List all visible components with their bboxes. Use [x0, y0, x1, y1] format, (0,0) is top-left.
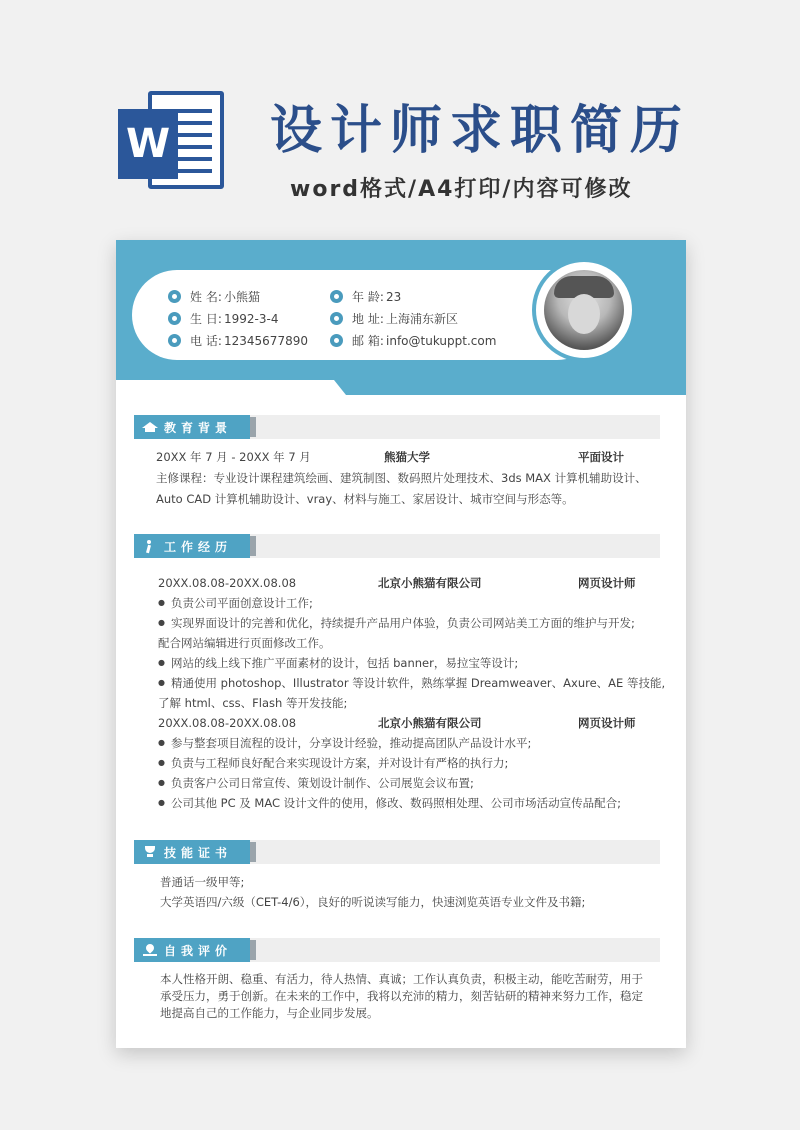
word-logo: [118, 85, 228, 197]
age-row: 年 龄: 23: [330, 288, 401, 305]
education-courses-line: 主修课程：专业设计课程建筑绘画、建筑制图、数码照片处理技术、3ds MAX 计算机辅助设计、: [156, 471, 647, 485]
address-row: 地 址: 上海浦东新区: [330, 310, 458, 327]
self-evaluation-line: 本人性格开朗、稳重、有活力，待人热情、真诚；工作认真负责，积极主动，能吃苦耐劳，用于: [160, 972, 643, 986]
calendar-icon: [168, 312, 181, 325]
section-title: 教育背景: [134, 415, 250, 439]
phone-icon: [168, 334, 181, 347]
job-duty-continued: 配合网站编辑进行页面修改工作。: [158, 636, 331, 650]
group-icon: [330, 290, 343, 303]
self-evaluation-line: 承受压力，勇于创新。在未来的工作中，我将以充沛的精力，刻苦钻研的精神来努力工作，稳定: [160, 989, 643, 1003]
education-major: 平面设计: [578, 450, 624, 464]
person-icon: [168, 290, 181, 303]
section-skills: [134, 840, 660, 864]
job-role: 网页设计师: [578, 716, 636, 730]
page-title: 设计师求职简历: [270, 101, 691, 161]
job-duty: ● 负责公司平面创意设计工作;: [158, 598, 313, 610]
resume-card: [116, 240, 686, 1048]
job-company: 北京小熊猫有限公司: [378, 716, 482, 730]
walking-person-icon: [142, 540, 158, 552]
skill-line: 普通话一级甲等;: [160, 875, 245, 889]
education-period: 20XX 年 7 月 - 20XX 年 7 月: [156, 450, 311, 464]
job-duty: ● 实现界面设计的完善和优化，持续提升产品用户体验，负责公司网站美工方面的维护与开发;: [158, 618, 635, 630]
education-courses-line: Auto CAD 计算机辅助设计、vray、材料与施工、家居设计、城市空间与形态等。: [156, 492, 574, 506]
section-self-evaluation: [134, 938, 660, 962]
self-evaluation-line: 地提高自己的工作能力，与企业同步发展。: [160, 1006, 379, 1020]
email-value: info@tukuppt.com: [386, 333, 497, 348]
birth-row: 生 日: 1992-3-4: [168, 310, 278, 327]
job-role: 网页设计师: [578, 576, 636, 590]
job-duty: ● 参与整套项目流程的设计，分享设计经验，推动提高团队产品设计水平;: [158, 738, 531, 750]
job-duty: ● 精通使用 photoshop、Illustrator 等设计软件，熟练掌握 Dreamweaver、Axure、AE 等技能,: [158, 678, 665, 690]
section-title: 自我评价: [134, 938, 250, 962]
job-period: 20XX.08.08-20XX.08.08: [158, 716, 297, 730]
phone-value: 12345677890: [224, 333, 308, 348]
job-duty-continued: 了解 html、css、Flash 等开发技能;: [158, 696, 348, 710]
avatar-photo: [544, 270, 624, 350]
trophy-icon: [142, 846, 158, 858]
name-row: 姓 名: 小熊猫: [168, 288, 260, 305]
location-icon: [330, 312, 343, 325]
age-value: 23: [386, 289, 402, 304]
job-period: 20XX.08.08-20XX.08.08: [158, 576, 297, 590]
profile-banner: [116, 240, 686, 395]
job-duty: ● 公司其他 PC 及 MAC 设计文件的使用，修改、数码照相处理、公司市场活动宣传品配合;: [158, 798, 621, 810]
section-education: [134, 415, 660, 439]
section-title: 工作经历: [134, 534, 250, 558]
section-title: 技能证书: [134, 840, 250, 864]
page-subtitle: word格式/A4打印/内容可修改: [290, 177, 633, 202]
job-duty: ● 网站的线上线下推广平面素材的设计，包括 banner，易拉宝等设计;: [158, 658, 518, 670]
job-company: 北京小熊猫有限公司: [378, 576, 482, 590]
name-value: 小熊猫: [224, 290, 261, 304]
skill-line: 大学英语四/六级（CET-4/6），良好的听说读写能力，快速浏览英语专业文件及书籍;: [160, 895, 586, 909]
email-row: 邮 箱: info@tukuppt.com: [330, 332, 496, 349]
job-duty: ● 负责与工程师良好配合来实现设计方案，并对设计有严格的执行力;: [158, 758, 508, 770]
address-value: 上海浦东新区: [386, 312, 459, 326]
section-work: [134, 534, 660, 558]
graduation-cap-icon: [142, 422, 158, 432]
job-duty: ● 负责客户公司日常宣传、策划设计制作、公司展览会议布置;: [158, 778, 474, 790]
mail-icon: [330, 334, 343, 347]
avatar: [532, 258, 636, 362]
birth-value: 1992-3-4: [224, 311, 279, 326]
education-school: 熊猫大学: [384, 450, 430, 464]
phone-row: 电 话: 12345677890: [168, 332, 308, 349]
map-pin-icon: [142, 944, 158, 956]
word-w-badge: W: [118, 109, 178, 179]
